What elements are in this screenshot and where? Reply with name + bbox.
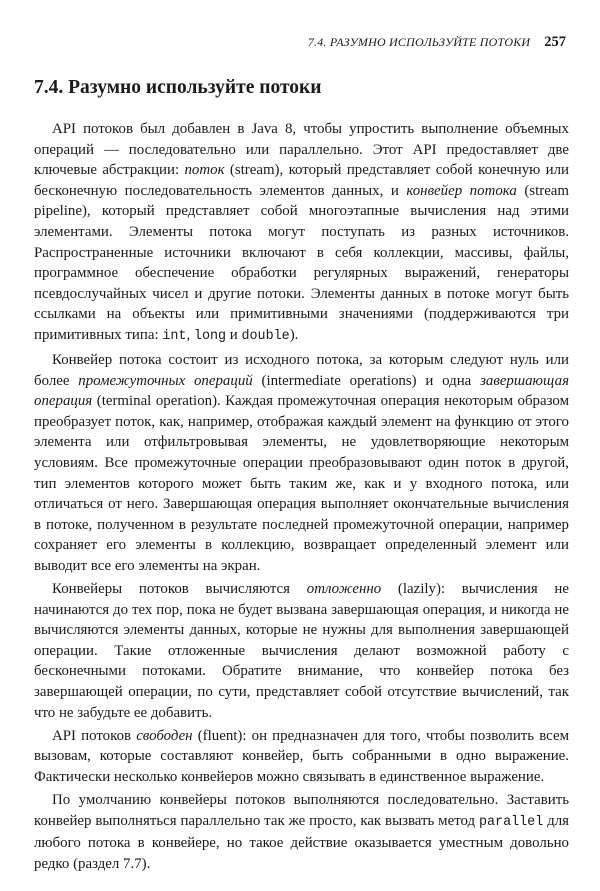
text-run: (stream pipeline), который представляет собой многоэтапные вычисления над этими элементами. Элементы потока могут поступать из разных источников. Распространенные источники включают в себя коллекции, массивы, файлы, программное обеспечение обработки регулярных выражений, генераторы псевдослучайных чисел и другие потоки. Элементы данных в потоке могут быть ссылками на объекты или примитивными значениями (поддерживаются три примитивных типа: bbox=[34, 182, 569, 343]
paragraph-3 bbox=[34, 579, 569, 723]
page-number: 257 bbox=[544, 34, 566, 50]
code-int: int bbox=[162, 328, 187, 344]
text-run: , bbox=[186, 326, 194, 343]
code-double: double bbox=[241, 328, 290, 344]
running-title: 7.4. РАЗУМНО ИСПОЛЬЗУЙТЕ ПОТОКИ bbox=[307, 35, 531, 49]
text-run: (terminal operation). Каждая промежуточная операция некоторым образом преобразует поток, как, например, отображая каждый элемент на функцию от этого элемента или отфильтровывая элементы, не удовлетворяющие некоторым условиям. Все промежуточные операции преобразовывают один поток в другой, тип элементов которого может быть таким же, как и у входного потока, или отличаться от него. Завершающая операция выполняет окончательные вычисления в потоке, полученном в результате последней промежуточной операции, например сохраняет его элементы в коллекцию, возвращает определенный элемент или выводит все его элементы на экран. bbox=[34, 393, 569, 574]
term-lazily: отложенно bbox=[306, 581, 382, 598]
text-run: (intermediate operations) и одна bbox=[252, 372, 481, 389]
term-intermediate-operations: промежуточных операций bbox=[78, 372, 253, 389]
term-stream-pipeline: конвейер потока bbox=[406, 182, 517, 199]
code-parallel: parallel bbox=[478, 814, 544, 830]
body-text bbox=[34, 119, 569, 877]
text-run: (fluent): он предназначен для того, чтобы позволить всем вызовам, которые составляют конвейер, быть собранными в одно выражение. Фактически несколько конвейеров можно связывать в единственное выражение. bbox=[34, 727, 569, 785]
paragraph-4 bbox=[34, 726, 569, 788]
term-terminal-operation: завершающая операция bbox=[34, 372, 569, 410]
text-run: для любого потока в конвейере, но такое действие оказывается уместным довольно редко (раздел 7.7). bbox=[34, 812, 569, 872]
term-fluent: свободен bbox=[136, 727, 193, 744]
text-run: ). bbox=[289, 326, 299, 343]
paragraph-1 bbox=[34, 119, 569, 348]
code-long: long bbox=[193, 328, 227, 344]
text-run: Конвейеры потоков вычисляются bbox=[52, 581, 307, 598]
text-run: API потоков был добавлен в Java 8, чтобы упростить выполнение объемных операций — последовательно или параллельно. Этот API предоставляет две ключевые абстракции: bbox=[34, 121, 569, 179]
running-header bbox=[308, 34, 566, 54]
text-run: и bbox=[226, 326, 242, 343]
term-stream: поток bbox=[184, 162, 225, 179]
paragraph-2 bbox=[34, 350, 569, 577]
paragraph-5 bbox=[34, 790, 569, 874]
text-run: Конвейер потока состоит из исходного потока, за которым следуют нуль или более bbox=[34, 352, 569, 389]
text-run: (stream), который представляет собой конечную или бесконечную последовательность элементов данных, и bbox=[34, 162, 569, 199]
section-heading: 7.4. Разумно используйте потоки bbox=[34, 77, 322, 98]
text-run: (lazily): вычисления не начинаются до тех пор, пока не будет вызвана завершающая операция, и никогда не вычисляются элементы данных, которые не нужны для выполнения завершающей операции. Такие отложенные вычисления делают возможной работу с бесконечными потоками. Обратите внимание, что конвейер потока без завершающей операции, по сути, представляет собой отсутствие вычислений, так что не забудьте ее добавить. bbox=[34, 581, 569, 721]
text-run: По умолчанию конвейеры потоков выполняются последовательно. Заставить конвейер выполняться параллельно так же просто, как вызвать метод bbox=[34, 792, 569, 829]
text-run: API потоков bbox=[52, 727, 137, 744]
